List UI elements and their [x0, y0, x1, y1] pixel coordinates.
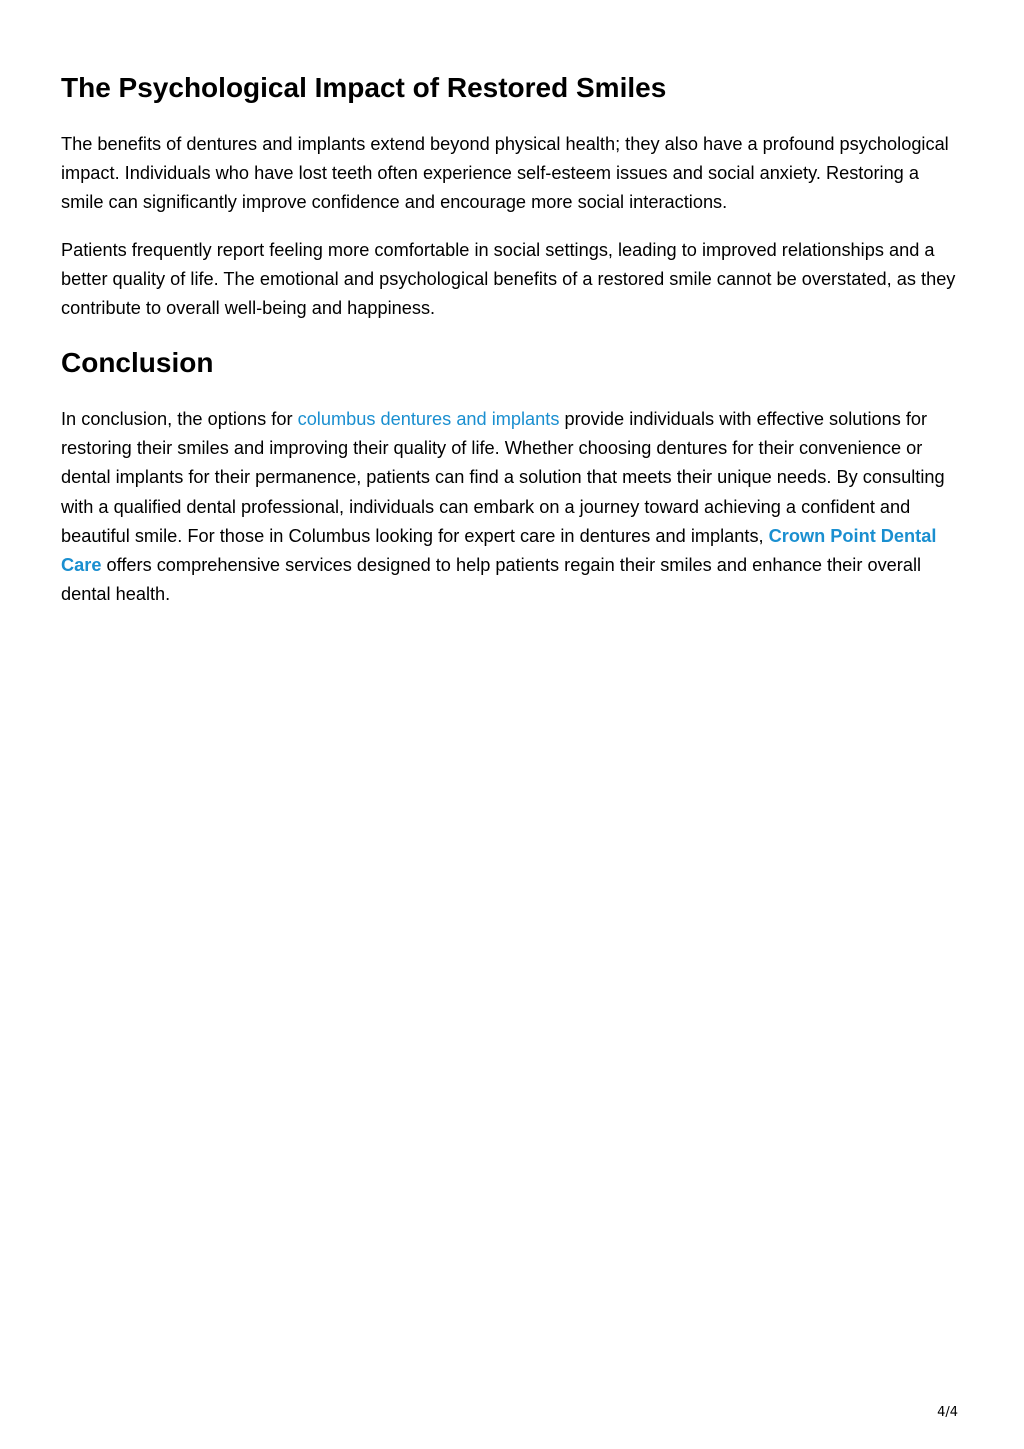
paragraph-patients-report: Patients frequently report feeling more comfortable in social settings, leading to improved relationships and a better quality of life. The emotional and psychological benefits of a restored smile cannot be overstated, as they contribute to overall well-being and happiness.: [61, 240, 956, 319]
page-number: 4/4: [937, 1405, 958, 1420]
crown-point-dental-care-link[interactable]: Crown Point Dental Care: [61, 525, 937, 576]
conclusion-text-middle: provide individuals with effective solutions for restoring their smiles and improving their quality of life. Whether choosing dentures for their convenience or dental implants for their permanence, patients can find a solution that meets their unique needs. By consulting with a qualified dental professional, individuals can embark on a journey toward achieving a confident and beautiful smile. For those in Columbus looking for expert care in dentures and implants,: [61, 409, 945, 546]
conclusion-text-suffix: offers comprehensive services designed to help patients regain their smiles and enhance their overall dental health.: [61, 555, 922, 605]
paragraph-benefits: The benefits of dentures and implants extend beyond physical health; they also have a profound psychological impact. Individuals who have lost teeth often experience self-esteem issues and social anxiety. Restoring a smile can significantly improve confidence and encourage more social interactions.: [61, 134, 949, 213]
paragraph-conclusion: [61, 405, 966, 609]
section-heading-conclusion: Conclusion: [61, 347, 214, 378]
columbus-dentures-implants-link[interactable]: columbus dentures and implants: [297, 409, 560, 429]
section-heading-psychological-impact: The Psychological Impact of Restored Smiles: [61, 72, 667, 103]
conclusion-text-prefix: In conclusion, the options for: [61, 409, 298, 429]
